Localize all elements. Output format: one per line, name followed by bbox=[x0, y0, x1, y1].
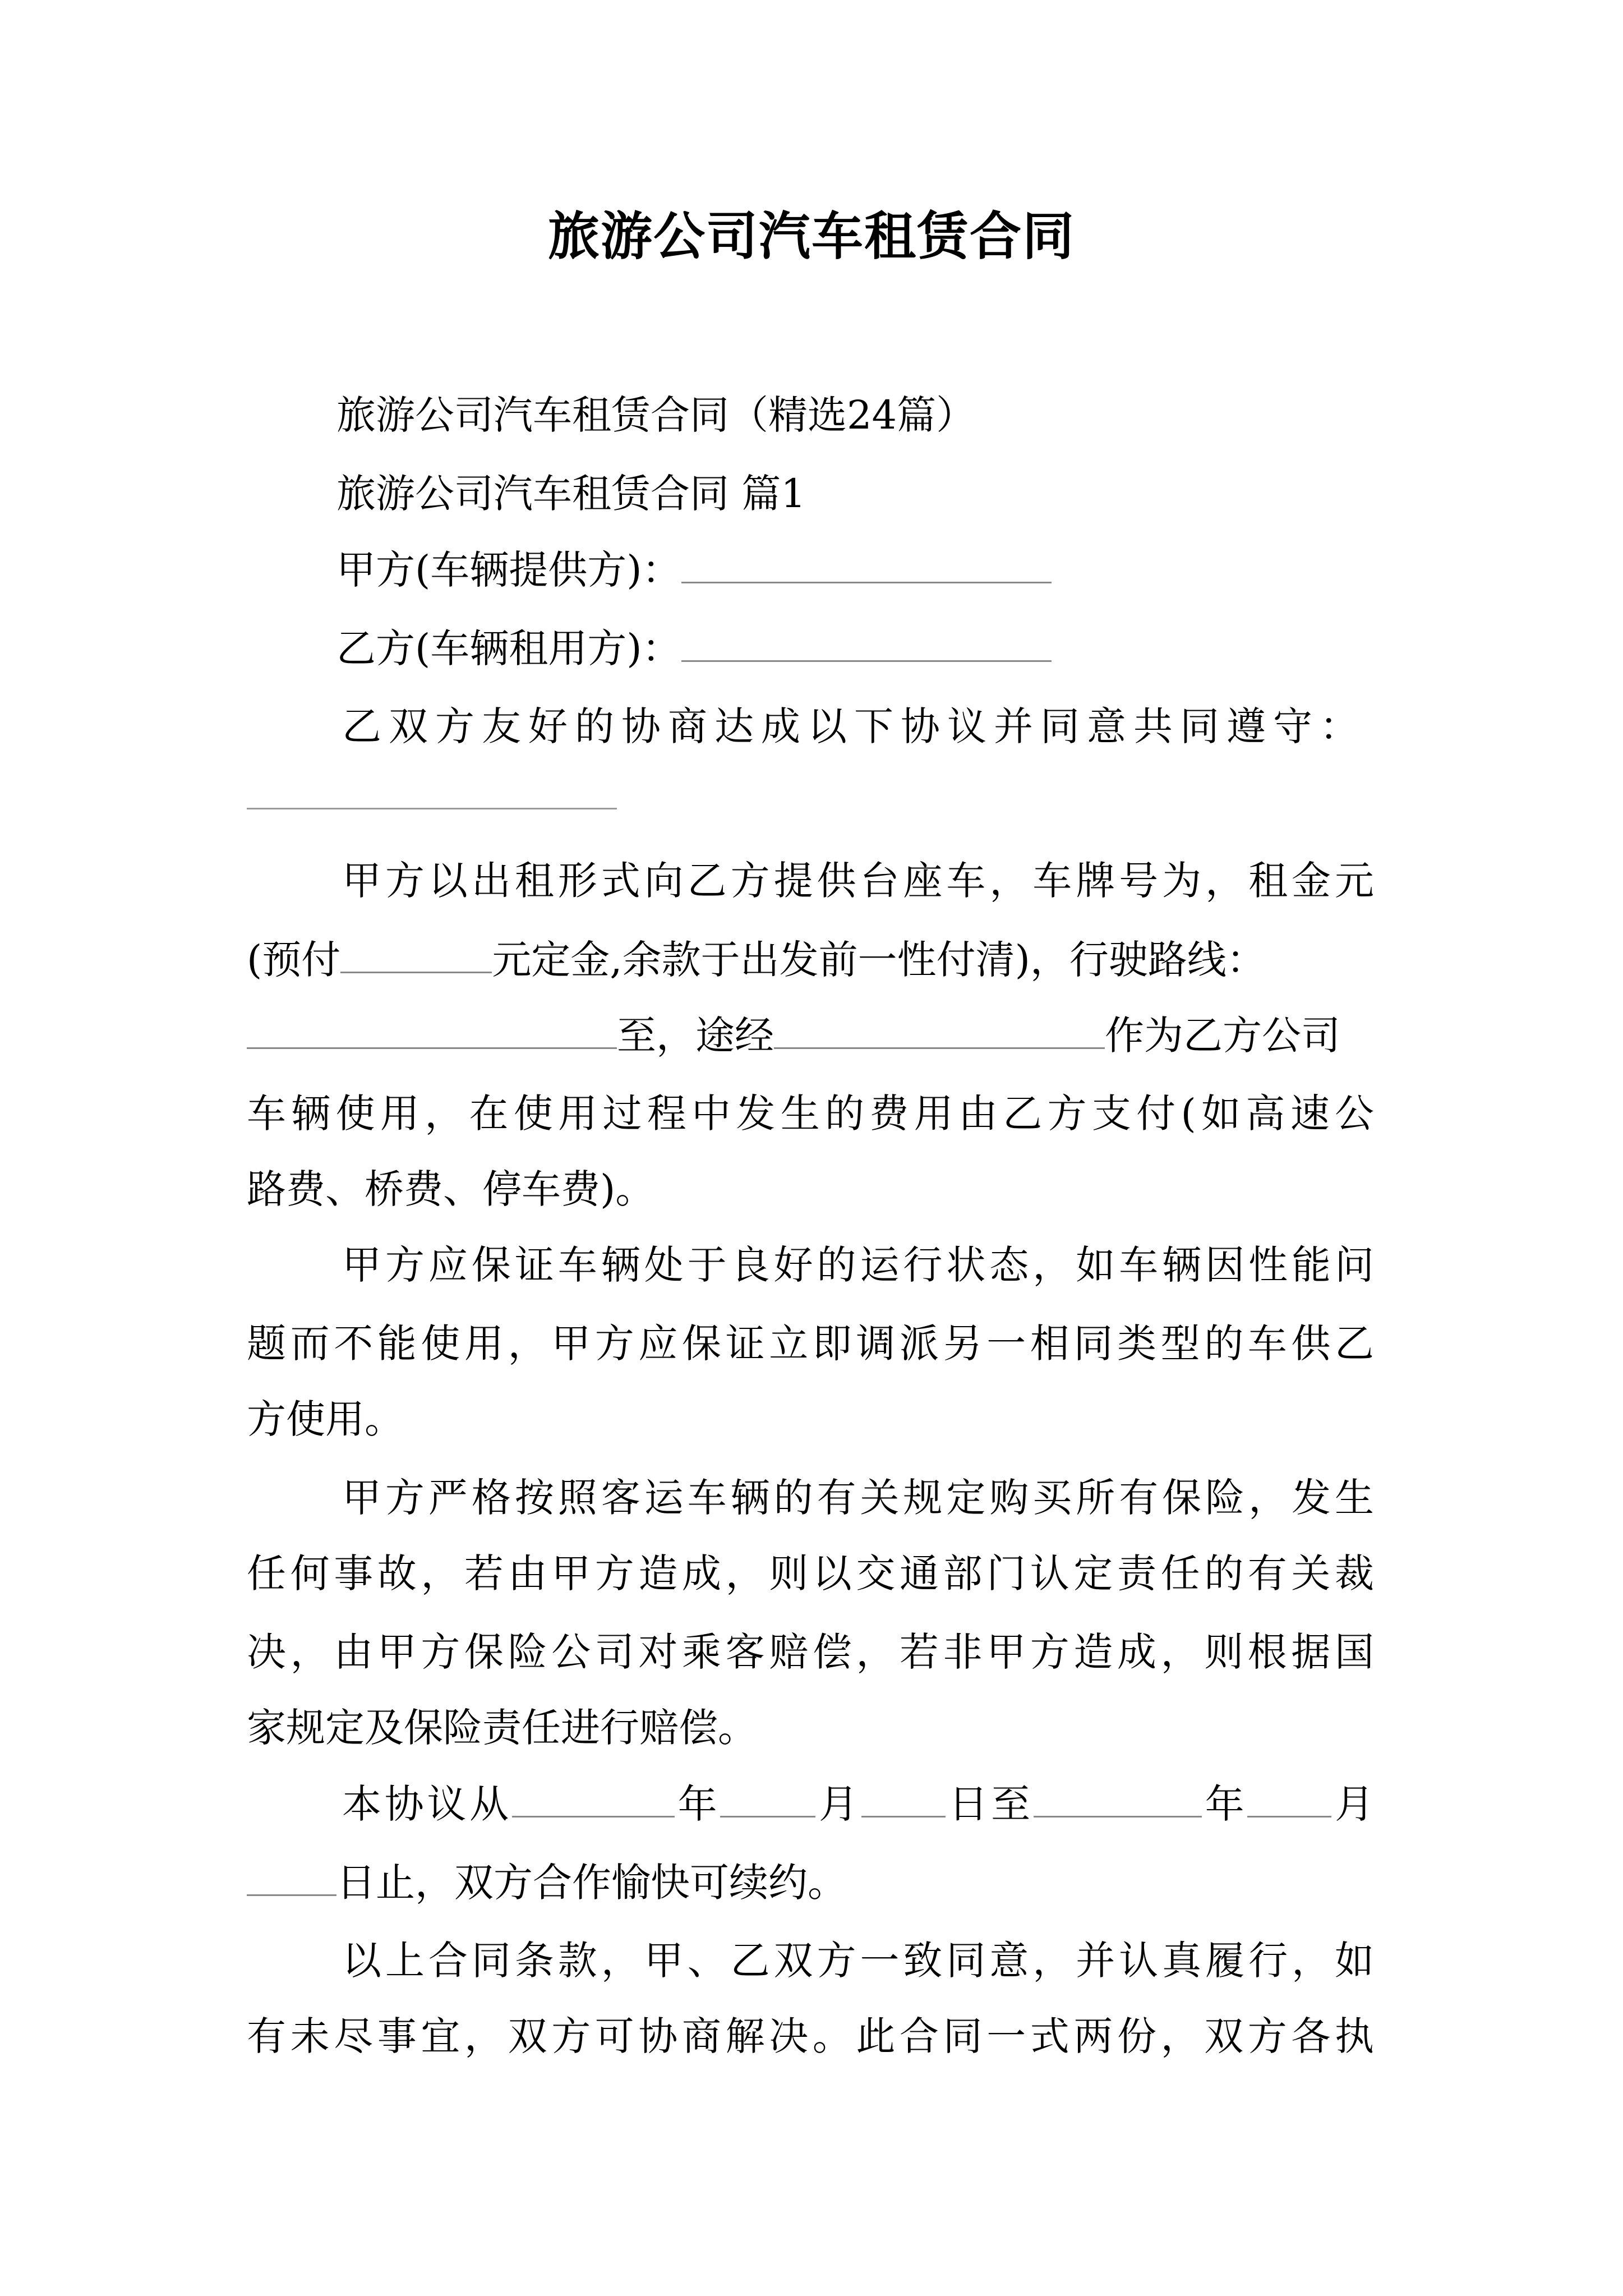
end-year-blank bbox=[1034, 1775, 1202, 1818]
start-month-blank bbox=[720, 1775, 815, 1818]
p2-line-2: 题而不能使用，甲方应保证立即调派另一相同类型的车供乙 bbox=[247, 1320, 1374, 1366]
p1-l2-suffix: 元定金,余款于出发前一性付清)，行驶路线： bbox=[492, 937, 1266, 983]
p4-line-2 bbox=[247, 1854, 1374, 1911]
party-b-blank bbox=[681, 620, 1052, 662]
p4-day-to: 日至 bbox=[945, 1781, 1034, 1827]
start-day-blank bbox=[861, 1775, 946, 1818]
party-b-line bbox=[336, 620, 1052, 677]
p3-line-4: 家规定及保险责任进行赔偿。 bbox=[247, 1705, 757, 1751]
p1-line-1: 甲方以出租形式向乙方提供台座车，车牌号为，租金元 bbox=[342, 858, 1374, 904]
p1-line-4: 车辆使用，在使用过程中发生的费用由乙方支付(如高速公 bbox=[247, 1091, 1374, 1137]
end-month-blank bbox=[1247, 1775, 1331, 1818]
route-from-blank bbox=[247, 1007, 617, 1049]
p1-l3-suffix: 作为乙方公司 bbox=[1105, 1013, 1340, 1059]
p1-line-3 bbox=[247, 1007, 1374, 1064]
end-day-blank bbox=[247, 1854, 336, 1896]
section-heading: 旅游公司汽车租赁合同 篇1 bbox=[336, 471, 806, 517]
p4-end: 日止，双方合作愉快可续约。 bbox=[336, 1860, 847, 1906]
p4-from: 本协议从 bbox=[342, 1781, 512, 1827]
p4-year2: 年 bbox=[1201, 1781, 1248, 1827]
p2-line-1: 甲方应保证车辆处于良好的运行状态，如车辆因性能问 bbox=[342, 1242, 1374, 1288]
start-year-blank bbox=[512, 1775, 675, 1818]
p3-line-1: 甲方严格按照客运车辆的有关规定购买所有保险，发生 bbox=[342, 1475, 1374, 1521]
p4-month2: 月 bbox=[1331, 1781, 1375, 1827]
document-title: 旅游公司汽车租赁合同 bbox=[547, 206, 1075, 266]
p2-line-3: 方使用。 bbox=[247, 1396, 404, 1442]
p3-line-2: 任何事故，若由甲方造成，则以交通部门认定责任的有关裁 bbox=[247, 1550, 1374, 1596]
party-a-line bbox=[336, 541, 1052, 598]
p4-year1: 年 bbox=[674, 1781, 721, 1827]
p4-month1: 月 bbox=[815, 1781, 861, 1827]
p1-line-5: 路费、桥费、停车费)。 bbox=[247, 1166, 655, 1212]
route-via-blank bbox=[774, 1007, 1105, 1049]
p1-l3-mid: 至，途经 bbox=[617, 1013, 774, 1059]
deposit-blank bbox=[340, 931, 492, 973]
party-a-label: 甲方(车辆提供方)： bbox=[336, 547, 681, 593]
agreement-intro: 乙双方友好的协商达成以下协议并同意共同遵守： bbox=[342, 703, 1366, 749]
document-subtitle: 旅游公司汽车租赁合同（精选24篇） bbox=[336, 392, 976, 438]
party-b-label: 乙方(车辆租用方)： bbox=[336, 625, 681, 671]
p1-l2-prefix: (预付 bbox=[247, 937, 341, 983]
p4-line-1 bbox=[342, 1775, 1374, 1832]
intro-blank-rule bbox=[247, 808, 617, 809]
p5-line-1: 以上合同条款，甲、乙双方一致同意，并认真履行，如 bbox=[342, 1938, 1374, 1984]
p5-line-2: 有未尽事宜，双方可协商解决。此合同一式两份，双方各执 bbox=[247, 2013, 1374, 2059]
party-a-blank bbox=[681, 541, 1052, 583]
p3-line-3: 决，由甲方保险公司对乘客赔偿，若非甲方造成，则根据国 bbox=[247, 1629, 1374, 1675]
p1-line-2 bbox=[247, 931, 1374, 988]
